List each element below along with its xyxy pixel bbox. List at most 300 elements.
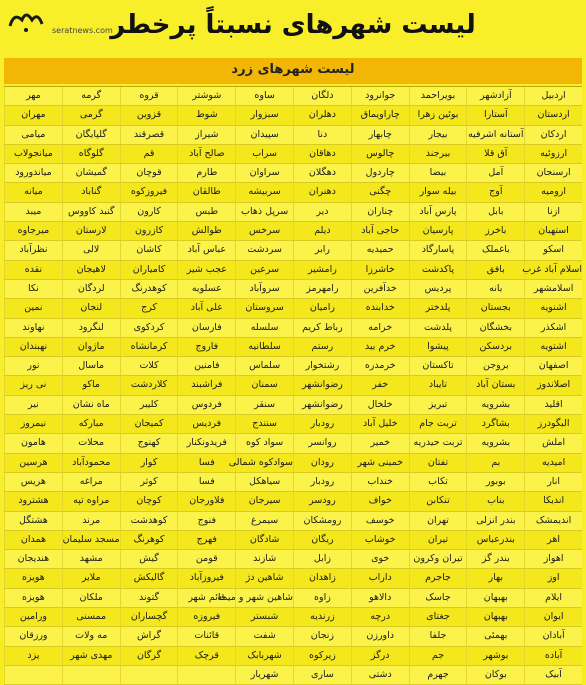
city-cell: جاجرم (409, 569, 467, 587)
city-cell: نیر (4, 396, 62, 414)
city-cell: هندیجان (4, 550, 62, 568)
table-row (4, 261, 582, 280)
city-cell: اسکو (524, 241, 582, 259)
city-cell: اشنویه (524, 299, 582, 317)
city-cell: کلات (120, 357, 178, 375)
table-row (4, 376, 582, 395)
table-row (4, 222, 582, 241)
table-row (4, 299, 582, 318)
city-cell: عباس آباد (177, 241, 235, 259)
city-cell: سبزوار (235, 106, 293, 124)
city-cell: جاسک (409, 589, 467, 607)
city-cell: همدان (4, 531, 62, 549)
city-cell: هشتگل (4, 512, 62, 530)
city-cell: قومن (177, 550, 235, 568)
city-cell: فلاورجان (177, 492, 235, 510)
city-cell: چالوس (351, 145, 409, 163)
city-cell: اصلاندوز (524, 376, 582, 394)
city-cell: ارسنجان (524, 164, 582, 182)
city-cell (177, 666, 235, 684)
city-cell: قائنات (177, 627, 235, 645)
city-cell: آستانه اشرفیه (466, 126, 524, 144)
city-cell: شهربابک (235, 647, 293, 665)
city-cell: مراغه (62, 473, 120, 491)
city-cell: نهبندان (4, 338, 62, 356)
city-cell: اسلامشهر (524, 280, 582, 298)
city-cell: ورامین (4, 608, 62, 626)
city-cell: داورزن (351, 627, 409, 645)
city-cell: قروه (120, 87, 178, 105)
city-cell: تهران (409, 512, 467, 530)
city-cell: فراشبند (177, 376, 235, 394)
city-cell: کازرون (120, 222, 178, 240)
table-row (4, 666, 582, 685)
city-cell: شبستر (235, 608, 293, 626)
city-cell: سروستان (235, 299, 293, 317)
city-cell: سروآباد (235, 280, 293, 298)
city-cell: سلطانیه (235, 338, 293, 356)
city-cell: سلسله (235, 319, 293, 337)
city-cell: بهبهان (466, 589, 524, 607)
city-cell: بابل (466, 203, 524, 221)
city-cell: کهنوج (120, 434, 178, 452)
city-cell: گچساران (120, 608, 178, 626)
city-cell: ساوه (235, 87, 293, 105)
city-cell: دهگلان (293, 164, 351, 182)
city-cell: مبارکه (62, 415, 120, 433)
city-cell: ملکان (62, 589, 120, 607)
city-cell: تبریز (409, 396, 467, 414)
page-title: لیست شهرهای نسبتاً پرخطر (110, 10, 476, 40)
city-cell: نهاوند (4, 319, 62, 337)
city-cell: ایوان (524, 608, 582, 626)
table-row (4, 647, 582, 666)
city-cell: رودبار (293, 415, 351, 433)
city-cell: بشاگرد (466, 415, 524, 433)
city-cell: گیش (120, 550, 178, 568)
city-cell: شوشتر (177, 87, 235, 105)
city-cell: قرچک (177, 647, 235, 665)
city-cell: آق قلا (466, 145, 524, 163)
city-cell: اسلام آباد غرب (524, 261, 582, 279)
city-cell: چناران (351, 203, 409, 221)
city-cell: فیروزآباد (177, 569, 235, 587)
table-row (4, 164, 582, 183)
city-cell: کرمانشاه (120, 338, 178, 356)
city-cell: مهدی شهر (62, 647, 120, 665)
city-cell: پلدشت (409, 319, 467, 337)
table-row (4, 357, 582, 376)
table-row (4, 183, 582, 202)
city-cell: فسا (177, 454, 235, 472)
city-cell: ماسال (62, 357, 120, 375)
city-cell: بیله سوار (409, 183, 467, 201)
city-cell: سپیدان (235, 126, 293, 144)
city-cell: هریس (4, 473, 62, 491)
city-cell: کوار (120, 454, 178, 472)
city-cell: رابر (293, 241, 351, 259)
city-cell: هامون (4, 434, 62, 452)
city-cell: رباط کریم (293, 319, 351, 337)
city-cell: شادگان (235, 531, 293, 549)
city-cell: خوشاب (351, 531, 409, 549)
city-cell: جوانرود (351, 87, 409, 105)
city-cell: نیمروز (4, 415, 62, 433)
city-cell: اوز (524, 569, 582, 587)
city-cell: رودبار (293, 473, 351, 491)
table-row (4, 531, 582, 550)
table-row (4, 454, 582, 473)
city-cell: میانجولاب (4, 145, 62, 163)
city-cell: تکاب (409, 473, 467, 491)
city-cell: هویزه (4, 589, 62, 607)
city-cell: رومشکان (293, 512, 351, 530)
city-cell: جغتای (409, 608, 467, 626)
table-row (4, 569, 582, 588)
city-cell: بندرعباس (466, 531, 524, 549)
city-cell: ازنا (524, 203, 582, 221)
city-cell: بیجار (409, 126, 467, 144)
city-cell: جلفا (409, 627, 467, 645)
city-cell: سوادکوه شمالی (235, 454, 293, 472)
city-cell: هرسین (4, 454, 62, 472)
city-cell: رودان (293, 454, 351, 472)
city-cell: شازند (235, 550, 293, 568)
city-cell: اندیکا (524, 492, 582, 510)
city-cell: فیروزکوه (120, 183, 178, 201)
city-cell: باغملک (466, 241, 524, 259)
city-cell: میانه (4, 183, 62, 201)
city-cell: طبس (177, 203, 235, 221)
city-cell: پارسیان (409, 222, 467, 240)
city-cell: گرمه (62, 87, 120, 105)
table-row (4, 338, 582, 357)
city-cell: ارومیه (524, 183, 582, 201)
city-cell: حاجی آباد (351, 222, 409, 240)
city-cell: تنکابن (409, 492, 467, 510)
city-cell (62, 666, 120, 684)
city-cell: امیدیه (524, 454, 582, 472)
city-cell: بخشگان (466, 319, 524, 337)
city-cell: شوط (177, 106, 235, 124)
city-cell: سراوان (235, 164, 293, 182)
city-cell: سمنان (235, 376, 293, 394)
city-cell: مراوه تپه (62, 492, 120, 510)
city-cell: سرپل ذهاب (235, 203, 293, 221)
city-cell: جم (409, 647, 467, 665)
city-cell: حمیدیه (351, 241, 409, 259)
table-row (4, 589, 582, 608)
city-cell: خواف (351, 492, 409, 510)
city-cell: نمین (4, 299, 62, 317)
city-cell: استهبان (524, 222, 582, 240)
city-cell: کرج (120, 299, 178, 317)
city-cell: ملایر (62, 569, 120, 587)
city-cell: مهران (4, 106, 62, 124)
city-cell: بندر انزلی (466, 512, 524, 530)
city-cell: دشتی (351, 666, 409, 684)
city-cell: سنقر (235, 396, 293, 414)
city-cell: رامشیر (293, 261, 351, 279)
city-cell: گلوگاه (62, 145, 120, 163)
city-cell: سیاهکل (235, 473, 293, 491)
city-cell: ممسنی (62, 608, 120, 626)
table-row (4, 126, 582, 145)
city-cell: گنبد کاووس (62, 203, 120, 221)
city-cell: مه ولات (62, 627, 120, 645)
city-cell: خوی (351, 550, 409, 568)
city-cell: سراب (235, 145, 293, 163)
city-cell: زنجان (293, 627, 351, 645)
city-cell: زرندیه (293, 608, 351, 626)
city-cell: علی آباد (177, 299, 235, 317)
city-cell: اصفهان (524, 357, 582, 375)
city-cell: شفت (235, 627, 293, 645)
city-cell: ارزوئیه (524, 145, 582, 163)
city-cell: کردکوی (120, 319, 178, 337)
city-cell: دالاهو (351, 589, 409, 607)
city-cell: تربت جام (409, 415, 467, 433)
city-cell: ایلام (524, 589, 582, 607)
city-cell: اردکان (524, 126, 582, 144)
city-cell: لنگرود (62, 319, 120, 337)
city-cell: آزادشهر (466, 87, 524, 105)
city-cell: رامیان (293, 299, 351, 317)
city-cell: فهرج (177, 531, 235, 549)
city-cell: آبادان (524, 627, 582, 645)
city-cell: دنا (293, 126, 351, 144)
city-cell: چاراویماق (351, 106, 409, 124)
city-cell: خدابنده (351, 299, 409, 317)
city-cell: بوشهر (466, 647, 524, 665)
city-cell: رشتخوار (293, 357, 351, 375)
city-cell: تربت حیدریه (409, 434, 467, 452)
city-cell: قزوین (120, 106, 178, 124)
city-cell: کوهرنگ (120, 531, 178, 549)
table-row (4, 550, 582, 569)
city-cell: زیرکوه (293, 647, 351, 665)
city-cell: مسجد سلیمان (62, 531, 120, 549)
city-cell: سلماس (235, 357, 293, 375)
city-cell: بجستان (466, 299, 524, 317)
city-cell: گتوند (120, 589, 178, 607)
city-cell: میبد (4, 203, 62, 221)
table-row (4, 473, 582, 492)
city-cell: بانه (466, 280, 524, 298)
city-cell: سرعین (235, 261, 293, 279)
city-cell: ریگان (293, 531, 351, 549)
city-cell: اشکذر (524, 319, 582, 337)
city-cell: مرند (62, 512, 120, 530)
city-cell: ماژوان (62, 338, 120, 356)
city-cell: بناب (466, 492, 524, 510)
city-cell: آمل (466, 164, 524, 182)
city-cell: باخرز (466, 222, 524, 240)
city-cell: گناباد (62, 183, 120, 201)
subtitle: لیست شهرهای زرد (231, 62, 355, 77)
city-cell: بم (466, 454, 524, 472)
cities-table (4, 86, 582, 680)
city-cell: آبیک (524, 666, 582, 684)
city-cell: قوچان (120, 164, 178, 182)
city-cell: سواد کوه (235, 434, 293, 452)
city-cell: فردیس (177, 415, 235, 433)
city-cell: بهبهان (466, 608, 524, 626)
city-cell: دیلم (293, 222, 351, 240)
city-cell: گرگان (120, 647, 178, 665)
city-cell: رودسر (293, 492, 351, 510)
city-cell: لارستان (62, 222, 120, 240)
city-cell: نظرآباد (4, 241, 62, 259)
city-cell: پاکدشت (409, 261, 467, 279)
city-cell: تفتان (409, 454, 467, 472)
city-cell: ماه نشان (62, 396, 120, 414)
city-cell: زابل (293, 550, 351, 568)
city-cell: چاردول (351, 164, 409, 182)
city-cell: بوئین زهرا (409, 106, 467, 124)
city-cell: ورزقان (4, 627, 62, 645)
city-cell: بیضا (409, 164, 467, 182)
city-cell: گالیکش (120, 569, 178, 587)
city-cell: نقده (4, 261, 62, 279)
city-cell: کلیبر (120, 396, 178, 414)
table-row (4, 434, 582, 453)
city-cell: بروجن (466, 357, 524, 375)
city-cell: سرخس (235, 222, 293, 240)
city-cell: فارسان (177, 319, 235, 337)
city-cell: فردوس (177, 396, 235, 414)
city-cell: دیر (293, 203, 351, 221)
city-cell (4, 666, 62, 684)
table-row (4, 627, 582, 646)
table-row (4, 145, 582, 164)
city-cell: گلپایگان (62, 126, 120, 144)
city-cell: خدآفرین (351, 280, 409, 298)
city-cell: جهرم (409, 666, 467, 684)
city-cell: محلات (62, 434, 120, 452)
city-cell: تیران وکرون (409, 550, 467, 568)
city-cell: قصرقند (120, 126, 178, 144)
city-cell: خوسف (351, 512, 409, 530)
city-cell: رضوانشهر (293, 396, 351, 414)
table-row (4, 203, 582, 222)
city-cell: بشرویه (466, 396, 524, 414)
city-cell: فسا (177, 473, 235, 491)
city-cell: ماکو (62, 376, 120, 394)
city-cell: نی ریز (4, 376, 62, 394)
city-cell: فیروزه (177, 608, 235, 626)
city-cell: رضوانشهر (293, 376, 351, 394)
site-url: seratnews.com (52, 26, 113, 35)
city-cell: خاشرزا (351, 261, 409, 279)
city-cell: کامیاران (120, 261, 178, 279)
city-cell: خلخال (351, 396, 409, 414)
city-cell: اردستان (524, 106, 582, 124)
city-cell: محمودآباد (62, 454, 120, 472)
city-cell: بوبور (466, 473, 524, 491)
city-cell: پردیس (409, 280, 467, 298)
city-cell: بندر گز (466, 550, 524, 568)
city-cell: خنداب (351, 473, 409, 491)
city-cell: بیرجند (409, 145, 467, 163)
city-cell (120, 666, 178, 684)
city-cell: رامهرمز (293, 280, 351, 298)
city-cell: زاوه (293, 589, 351, 607)
city-cell: خرامه (351, 319, 409, 337)
city-cell: عسلویه (177, 280, 235, 298)
city-cell: پلدختر (409, 299, 467, 317)
city-cell: قائم شهر (177, 589, 235, 607)
city-cell: گمیشان (62, 164, 120, 182)
city-cell: هشترود (4, 492, 62, 510)
city-cell: چابهار (351, 126, 409, 144)
city-cell: پاسارگاد (409, 241, 467, 259)
city-cell: سربیشه (235, 183, 293, 201)
city-cell: دهلران (293, 106, 351, 124)
city-cell: بویراحمد (409, 87, 467, 105)
city-cell: فاروج (177, 338, 235, 356)
city-cell: داراب (351, 569, 409, 587)
city-cell: سیمرغ (235, 512, 293, 530)
city-cell: فامنین (177, 357, 235, 375)
city-cell: پارس آباد (409, 203, 467, 221)
city-cell: اقلید (524, 396, 582, 414)
city-cell: اندیمشک (524, 512, 582, 530)
city-cell: کوچان (120, 492, 178, 510)
city-cell: اشتویه (524, 338, 582, 356)
city-cell: شیراز (177, 126, 235, 144)
city-cell: صالح آباد (177, 145, 235, 163)
city-cell: چگنی (351, 183, 409, 201)
city-cell: سنندج (235, 415, 293, 433)
city-cell: پیشوا (409, 338, 467, 356)
city-cell: بهمئی (466, 627, 524, 645)
city-cell: میاندورود (4, 164, 62, 182)
city-cell: میرجاوه (4, 222, 62, 240)
table-row (4, 415, 582, 434)
city-cell: آستارا (466, 106, 524, 124)
city-cell: تیران (409, 531, 467, 549)
table-row (4, 87, 582, 106)
city-cell: تاکستان (409, 357, 467, 375)
city-cell: مشهد (62, 550, 120, 568)
city-cell: کمیجان (120, 415, 178, 433)
city-cell: دهاقان (293, 145, 351, 163)
city-cell: شاهین شهر و میمه (235, 589, 293, 607)
city-cell: سردشت (235, 241, 293, 259)
city-cell: گراش (120, 627, 178, 645)
city-cell: قم (120, 145, 178, 163)
table-row (4, 492, 582, 511)
city-cell: درچه (351, 608, 409, 626)
city-cell: لنجان (62, 299, 120, 317)
city-cell: کوثر (120, 473, 178, 491)
city-cell: ساری (293, 666, 351, 684)
city-cell: خلیل آباد (351, 415, 409, 433)
city-cell: بستان آباد (466, 376, 524, 394)
city-cell: بافق (466, 261, 524, 279)
city-cell: عجب شیر (177, 261, 235, 279)
city-cell: املش (524, 434, 582, 452)
city-cell: فریدونکنار (177, 434, 235, 452)
city-cell: اهواز (524, 550, 582, 568)
city-cell: خمینی شهر (351, 454, 409, 472)
city-cell: طالقان (177, 183, 235, 201)
city-cell: کلاردشت (120, 376, 178, 394)
city-cell: بردسکن (466, 338, 524, 356)
city-cell: خفر (351, 376, 409, 394)
table-row (4, 106, 582, 125)
